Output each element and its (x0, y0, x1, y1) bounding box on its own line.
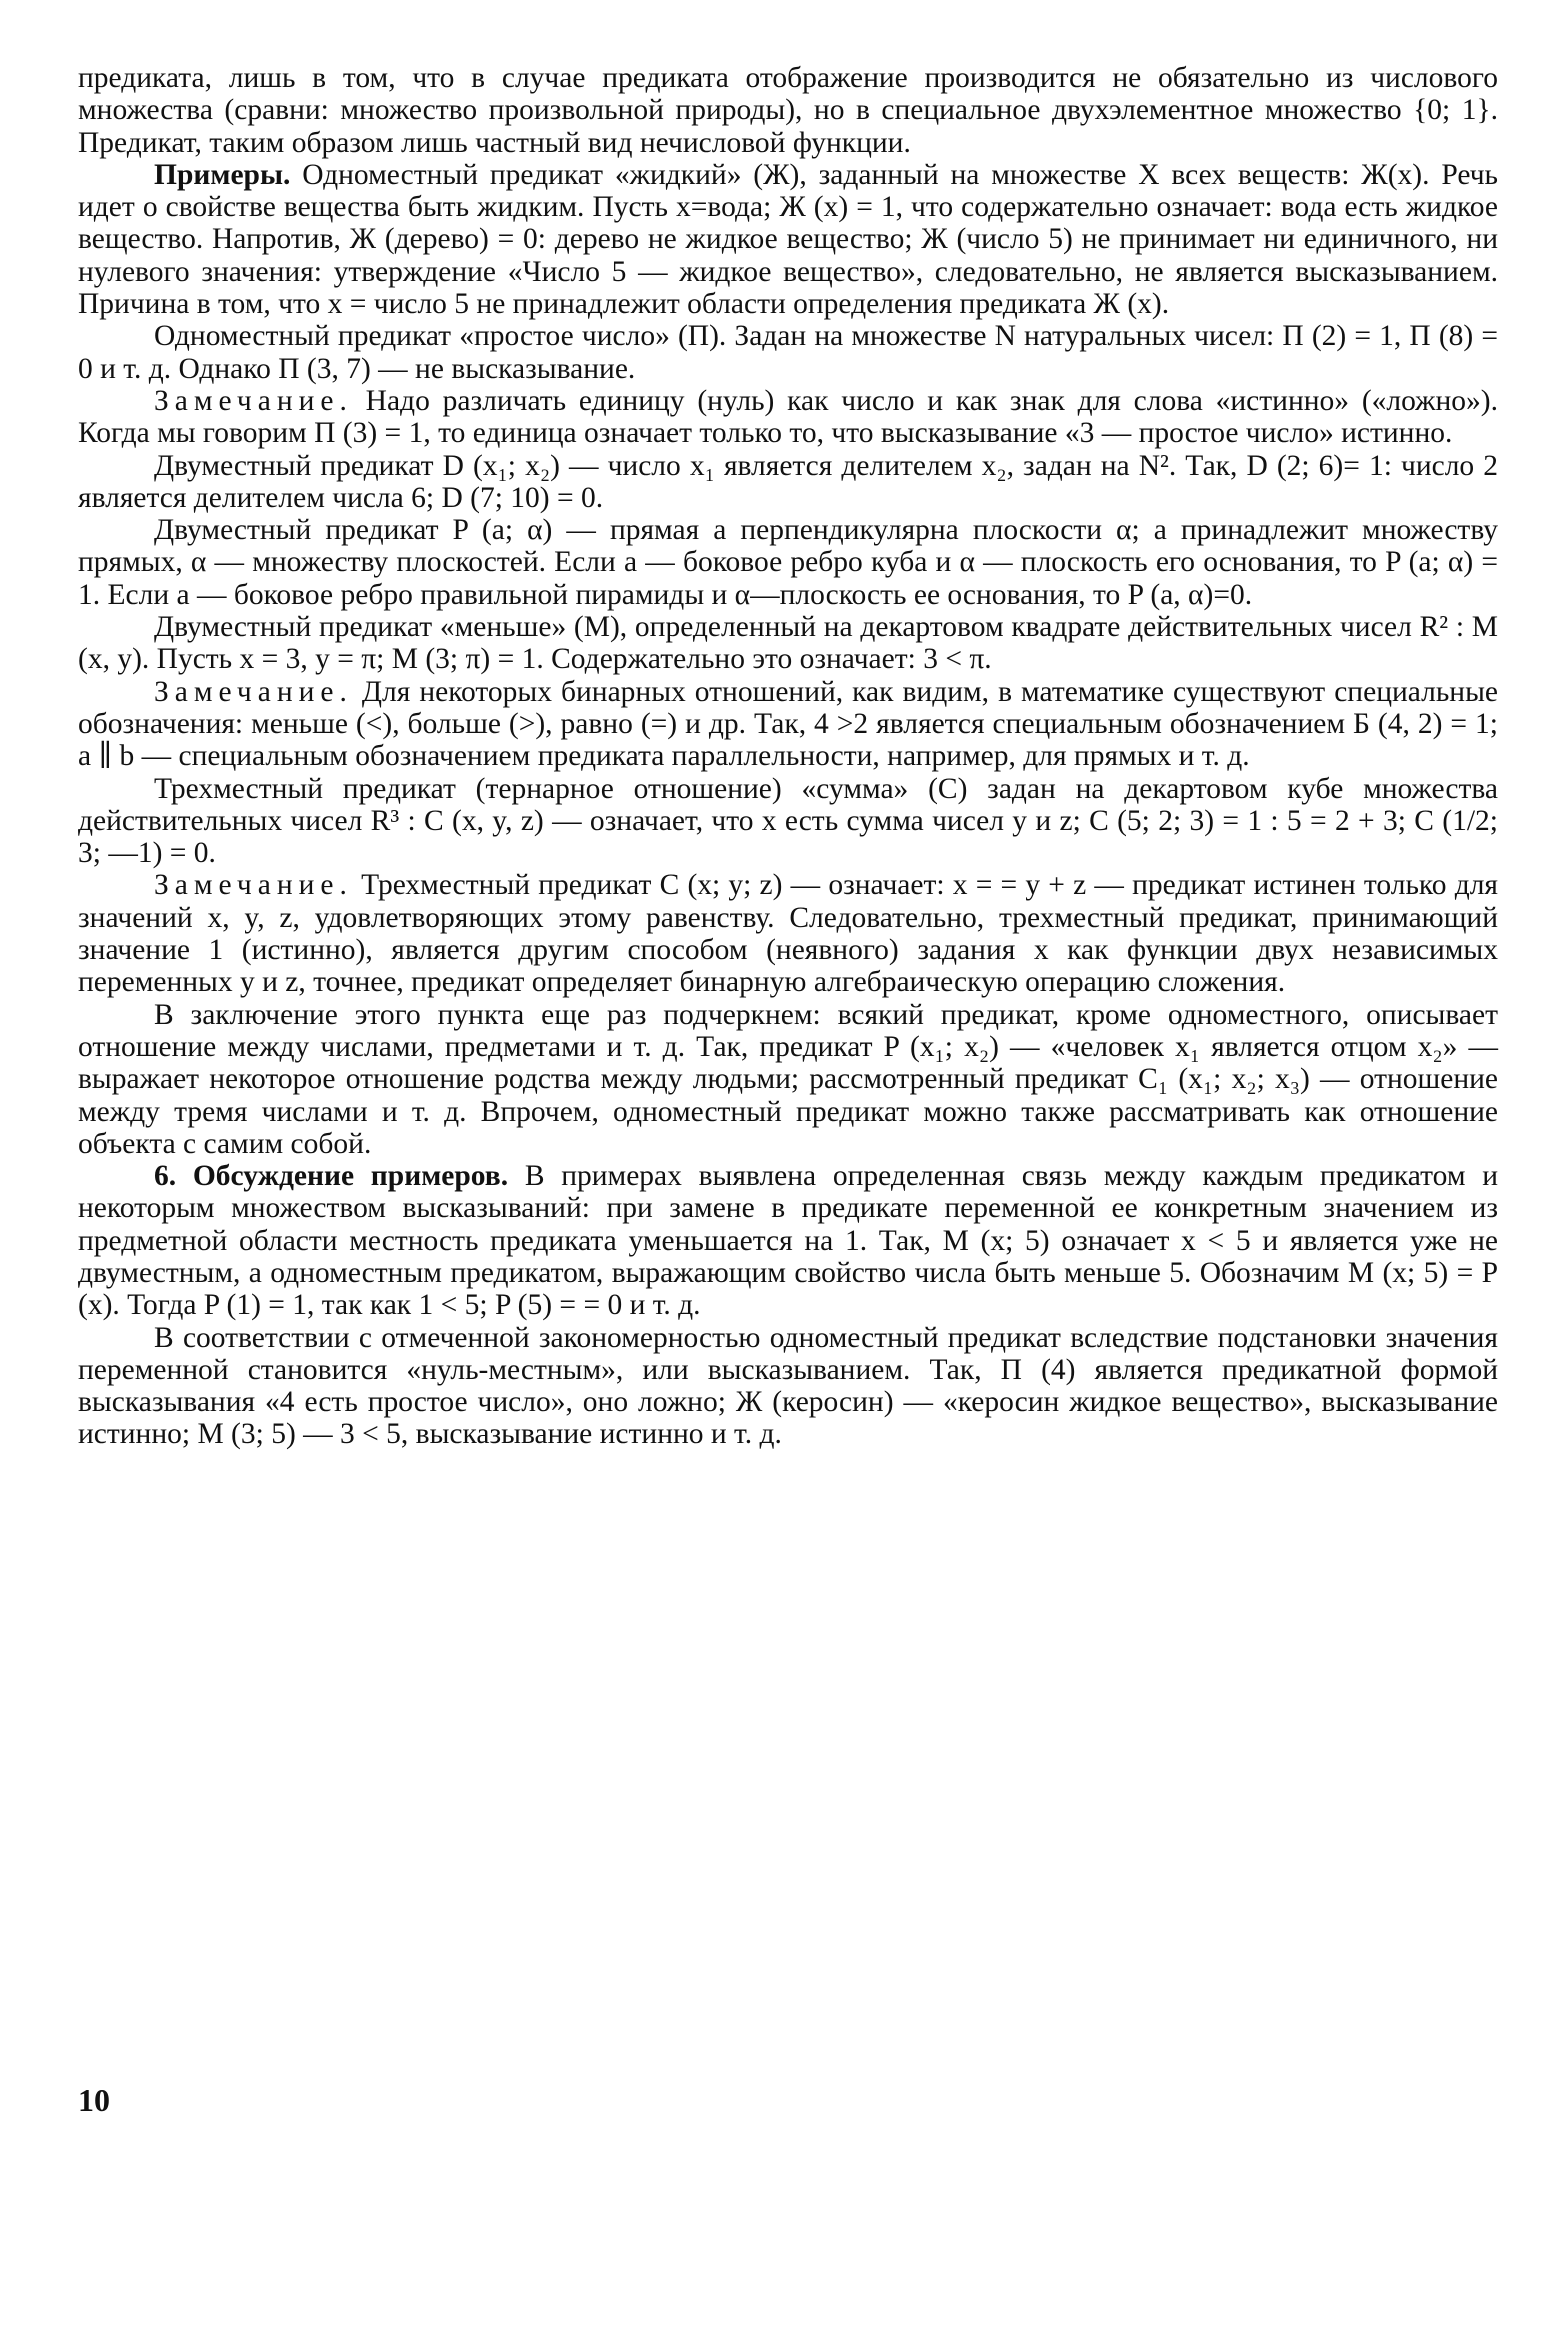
paragraph-prime (78, 320, 1498, 385)
page-number: 10 (78, 2082, 110, 2118)
paragraph-text: Трехместный предикат (тернарное отношение) «сумма» (С) задан на декартовом кубе множества действительных чисел R³ : С (x, y, z) — означает, что x есть сумма чисел y и z; С (5; 2; 3) = 1 : 5 = 2 + 3; С (1/2; 3; —1) = 0. (78, 772, 1498, 870)
paragraph-remark-3 (78, 869, 1498, 998)
paragraph-text: предиката, лишь в том, что в случае предиката отображение производится не обязательно из числового множества (сравни: множество произвольной природы), но в специальное двухэлементное множество {0; 1}. Предикат, таким образом лишь частный вид нечисловой функции. (78, 62, 1498, 159)
paragraph-text: Одноместный предикат «простое число» (П). Задан на множестве N натуральных чисел: П (2) = 1, П (8) = 0 и т. д. Однако П (3, 7) — не высказывание. (78, 320, 1498, 385)
paragraph-conclusion (78, 999, 1498, 1160)
paragraph-intro (78, 62, 1498, 159)
paragraph-lead: Примеры. (154, 158, 291, 191)
paragraph-text: Одноместный предикат «жидкий» (Ж), заданный на множестве X всех веществ: Ж(x). Речь идет о свойстве вещества быть жидким. Пусть x=вода; Ж (x) = 1, что содержательно означает: вода есть жидкое вещество. Напротив, Ж (дерево) = 0: дерево не жидкое вещество; Ж (число 5) не принимает ни единичного, ни нулевого значения: утверждение «Число 5 — жидкое вещество», следовательно, не является высказыванием. Причина в том, что x = число 5 не принадлежит области определения предиката Ж (x). (78, 158, 1498, 321)
remark-label: Замечание. (154, 675, 353, 708)
paragraph-remark-1 (78, 385, 1498, 450)
paragraph-text: В примерах выявлена определенная связь между каждым предикатом и некоторым множеством высказываний: при замене в предикате переменной ее конкретным значением из предметной области местность предиката уменьшается на 1. Так, М (x; 5) означает x < 5 и является уже не двуместным, а одноместным предикатом, выражающим свойство числа быть меньше 5. Обозначим М (x; 5) = P (x). Тогда P (1) = 1, так как 1 < 5; P (5) = = 0 и т. д. (78, 1160, 1498, 1322)
remark-label: Замечание. (154, 869, 353, 902)
paragraph-text: Двуместный предикат D (x₁; x₂) — число x₁ является делителем x₂, задан на N². Так, D (2; 6)= 1: число 2 является делителем числа 6; D (7; 10) = 0. (78, 449, 1498, 514)
paragraph-examples (78, 159, 1498, 320)
paragraph-text: Для некоторых бинарных отношений, как видим, в математике существуют специальные обозначения: меньше (<), больше (>), равно (=) и др. Так, 4 >2 является специальным обозначением Б (4, 2) = 1; a ∥ b — специальным обозначением предиката параллельности, например, для прямых и т. д. (78, 675, 1498, 773)
paragraph-divisor (78, 450, 1498, 515)
paragraph-section-6 (78, 1160, 1498, 1321)
paragraph-text: Двуместный предикат «меньше» (М), определенный на декартовом квадрате действительных чисел R² : М (x, y). Пусть x = 3, y = π; М (3; π) = 1. Содержательно это означает: 3 < π. (78, 611, 1498, 676)
section-heading: 6. Обсуждение примеров. (154, 1160, 509, 1193)
paragraph-remark-2 (78, 676, 1498, 773)
page-body (78, 62, 1498, 1451)
paragraph-text: Надо различать единицу (нуль) как число и как знак для слова «истинно» («ложно»). Когда мы говорим П (3) = 1, то единица означает только то, что высказывание «3 — простое число» истинно. (78, 384, 1498, 450)
paragraph-text: В соответствии с отмеченной закономерностью одноместный предикат вследствие подстановки значения переменной становится «нуль-местным», или высказыванием. Так, П (4) является предикатной формой высказывания «4 есть простое число», оно ложно; Ж (керосин) — «керосин жидкое вещество», высказывание истинно; М (3; 5) — 3 < 5, высказывание истинно и т. д. (78, 1321, 1498, 1451)
paragraph-less (78, 611, 1498, 676)
remark-label: Замечание. (154, 384, 353, 417)
paragraph-final (78, 1322, 1498, 1451)
paragraph-perpendicular (78, 514, 1498, 611)
paragraph-text: В заключение этого пункта еще раз подчеркнем: всякий предикат, кроме одноместного, описывает отношение между числами, предметами и т. д. Так, предикат P (x₁; x₂) — «человек x₁ является отцом x₂» — выражает некоторое отношение родства между людьми; рассмотренный предикат C₁ (x₁; x₂; x₃) — отношение между тремя числами и т. д. Впрочем, одноместный предикат можно также рассматривать как отношение объекта с самим собой. (78, 998, 1498, 1160)
paragraph-ternary (78, 773, 1498, 870)
paragraph-text: Двуместный предикат P (a; α) — прямая a перпендикулярна плоскости α; a принадлежит множеству прямых, α — множеству плоскостей. Если a — боковое ребро куба и α — плоскость его основания, то P (a; α) = 1. Если a — боковое ребро правильной пирамиды и α—плоскость ее основания, то P (a, α)=0. (78, 514, 1498, 611)
paragraph-text: Трехместный предикат С (x; y; z) — означает: x = = y + z — предикат истинен только для значений x, y, z, удовлетворяющих этому равенству. Следовательно, трехместный предикат, принимающий значение 1 (истинно), является другим способом (неявного) задания x как функции двух независимых переменных y и z, точнее, предикат определяет бинарную алгебраическую операцию сложения. (78, 869, 1498, 999)
